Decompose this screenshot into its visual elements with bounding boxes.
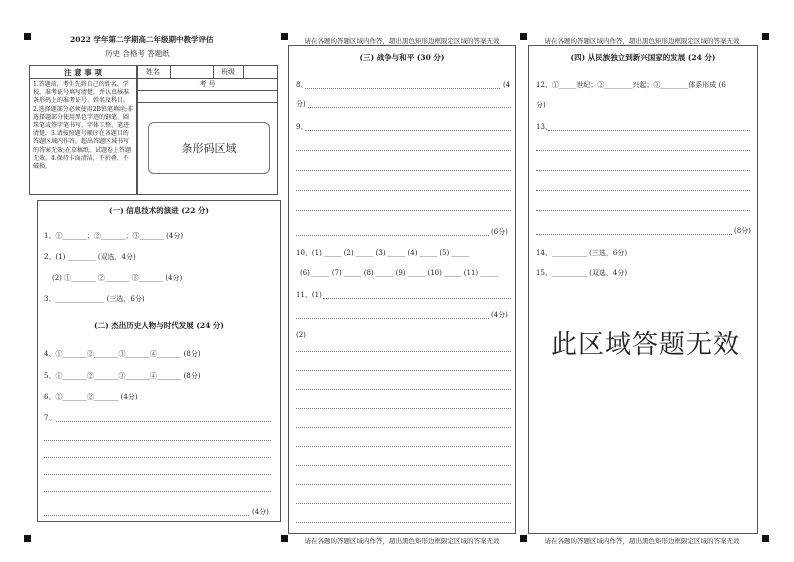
boundary-warning-bottom: 请在各题的答题区域内作答，超出黑色矩形边框限定区域的答案无效 <box>304 537 500 545</box>
answer-line[interactable] <box>548 130 750 131</box>
answer-line[interactable] <box>44 440 271 441</box>
answer-line[interactable] <box>296 408 511 409</box>
answer-line[interactable] <box>296 190 511 191</box>
q11a-score: (4分) <box>491 311 508 319</box>
section2-title: (二) 杰出历史人物与时代发展 (24 分) <box>94 321 224 330</box>
q13-score: (8分) <box>734 227 751 235</box>
registration-mark <box>520 535 527 542</box>
q11a-label: 11、(1) <box>296 291 322 299</box>
q2a-answer[interactable]: 2、(1) ________ (双选，4分) <box>44 253 136 261</box>
registration-mark <box>762 535 769 542</box>
divider <box>30 78 136 79</box>
answer-line[interactable] <box>296 427 511 428</box>
answer-line[interactable] <box>308 107 511 108</box>
page-subtitle: 历史 合格考 答题纸 <box>105 49 170 58</box>
q14-answer[interactable]: 14、__________ (三选，6分) <box>536 249 628 257</box>
name-label: 姓名 <box>146 68 160 76</box>
q12-answer[interactable]: 12、①_____世纪；②________兴起；③________体系形成 (6 <box>536 81 726 89</box>
q8-score-cont: 分) <box>296 100 306 108</box>
exam-no-label: 考 号 <box>199 80 216 88</box>
q1-answer[interactable]: 1、①_______；②_______；③_______ (4分) <box>44 232 184 240</box>
answer-line[interactable] <box>44 474 271 475</box>
registration-mark <box>281 535 288 542</box>
barcode-area <box>148 122 270 174</box>
answer-line[interactable] <box>296 370 511 371</box>
answer-line[interactable] <box>296 318 489 319</box>
notice-body: 1.答题前，考生先将自己的姓名、学校、准考证号填写清楚，并认真核准条形码上的准考证号、姓名及科目。2.选择题部分必须使用2B铅笔填涂;非选择题部分使用黑色字迹的钢笔、圆珠笔或签字笔书写，字体工整、笔迹清楚。3.请按照题号顺序在各题目的答题区域内作答，超出答题区域书写的答案无效;在草稿纸、试题卷上答题无效。4.保持卡面清洁，不折叠、不破损。 <box>33 81 133 171</box>
answer-line[interactable] <box>44 491 271 492</box>
answer-line[interactable] <box>296 170 511 171</box>
registration-mark <box>762 33 769 40</box>
q5-answer[interactable]: 5、①_______②_______③_______④_______ (8分) <box>44 372 201 380</box>
invalid-area-label: 此区域答题无效 <box>551 330 741 360</box>
registration-mark <box>520 33 527 40</box>
divider <box>243 66 244 78</box>
answer-line[interactable] <box>296 503 511 504</box>
registration-mark <box>24 535 31 542</box>
q15-answer[interactable]: 15、__________ (双选，4分) <box>536 269 628 277</box>
q7-score: (4分) <box>252 508 269 516</box>
q9-label: 9、 <box>296 123 308 131</box>
answer-line[interactable] <box>536 190 750 191</box>
notice-title: 注 意 事 项 <box>64 68 102 77</box>
answer-line[interactable] <box>296 522 511 523</box>
section4-title: (四) 从民族独立到新兴国家的发展 (24 分) <box>570 53 716 62</box>
class-label: 班级 <box>221 68 235 76</box>
answer-box-section-4 <box>528 45 758 534</box>
answer-box-section-3 <box>288 45 516 534</box>
section1-title: (一) 信息技术的演进 (22 分) <box>109 206 209 215</box>
answer-line[interactable] <box>44 515 249 516</box>
notice-box <box>29 65 137 195</box>
q8-score: (4 <box>503 81 511 89</box>
q11b-label: (2) <box>296 331 306 339</box>
answer-line[interactable] <box>536 150 750 151</box>
answer-line[interactable] <box>296 150 511 151</box>
answer-line[interactable] <box>296 465 511 466</box>
barcode-label: 条形码区域 <box>181 142 237 155</box>
q13-label: 13、 <box>536 123 552 131</box>
q6-answer[interactable]: 6、①_______②_______ (4分) <box>44 393 138 401</box>
answer-line[interactable] <box>296 235 489 236</box>
answer-line[interactable] <box>323 298 511 299</box>
answer-line[interactable] <box>305 88 500 89</box>
q7-label: 7、 <box>44 414 56 422</box>
page-title: 2022 学年第二学期高二年级期中教学评估 <box>70 35 214 44</box>
answer-line[interactable] <box>305 130 511 131</box>
answer-line[interactable] <box>296 484 511 485</box>
answer-line[interactable] <box>44 457 271 458</box>
answer-line[interactable] <box>536 210 750 211</box>
answer-line[interactable] <box>536 234 732 235</box>
divider <box>138 90 277 91</box>
q3-answer[interactable]: 3、______________ (三选，6分) <box>44 295 145 303</box>
boundary-warning-bottom: 请在各题的答题区域内作答，超出黑色矩形边框限定区域的答案无效 <box>544 537 740 545</box>
q4-answer[interactable]: 4、①_______②_______③_______④_______ (8分) <box>44 350 201 358</box>
divider <box>170 66 171 78</box>
registration-mark <box>24 33 31 40</box>
answer-line[interactable] <box>296 351 511 352</box>
divider <box>138 78 277 79</box>
answer-line[interactable] <box>296 446 511 447</box>
boundary-warning-top: 请在各题的答题区域内作答，超出黑色矩形边框限定区域的答案无效 <box>544 37 740 45</box>
divider <box>213 66 214 78</box>
q10b-answer[interactable]: (6) _____ (7) _____ (8) _____ (9) _____ (10) _____ (11) _____ <box>300 269 498 277</box>
q8-label: 8、 <box>296 81 308 89</box>
answer-line[interactable] <box>536 170 750 171</box>
q10a-answer[interactable]: 10、(1) _____ (2) _____ (3) _____ (4) _____ (5) _____ <box>296 249 470 257</box>
registration-mark <box>281 33 288 40</box>
answer-line[interactable] <box>296 210 511 211</box>
answer-line[interactable] <box>296 389 511 390</box>
answer-line[interactable] <box>56 421 271 422</box>
boundary-warning-top: 请在各题的答题区域内作答，超出黑色矩形边框限定区域的答案无效 <box>304 37 500 45</box>
divider <box>138 102 277 103</box>
q9-score: (6分) <box>491 228 508 236</box>
q12-score-cont: 分) <box>536 101 546 109</box>
section3-title: (三) 战争与和平 (30 分) <box>359 53 445 62</box>
q2b-answer[interactable]: (2) ①_______ ②_______ ③_______ (4分) <box>52 274 183 282</box>
